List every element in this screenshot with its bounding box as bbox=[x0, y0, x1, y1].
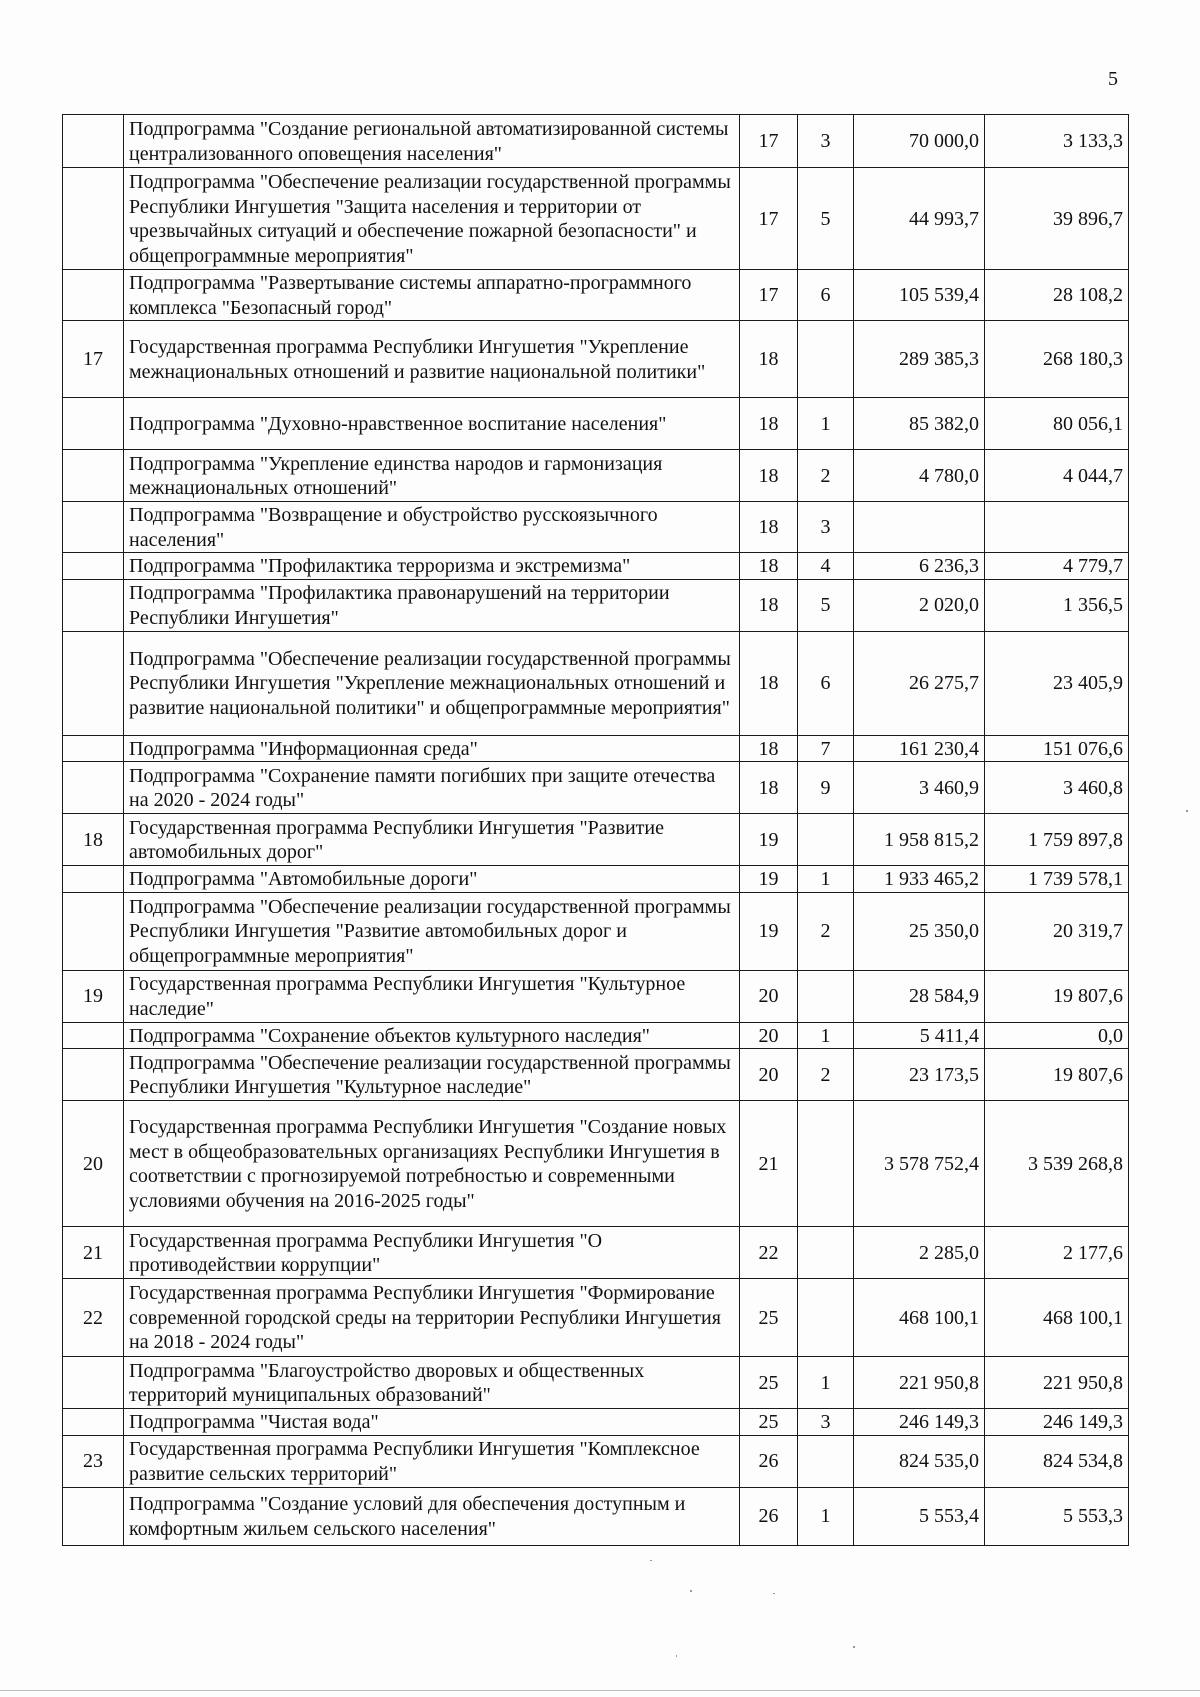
actual-amount-cell: 0,0 bbox=[985, 1022, 1129, 1049]
program-code-cell: 25 bbox=[740, 1357, 798, 1409]
actual-amount-cell: 23 405,9 bbox=[985, 631, 1129, 735]
planned-amount-cell bbox=[854, 502, 985, 553]
row-number-cell: 23 bbox=[63, 1435, 124, 1487]
program-code-cell: 21 bbox=[740, 1101, 798, 1227]
table-row bbox=[63, 321, 1129, 398]
program-code-cell: 17 bbox=[740, 270, 798, 321]
planned-amount-cell: 5 411,4 bbox=[854, 1022, 985, 1049]
program-code-cell: 18 bbox=[740, 398, 798, 450]
program-name-cell: Государственная программа Республики Ингушетия "Комплексное развитие сельских территорий" bbox=[124, 1435, 740, 1487]
planned-amount-cell: 23 173,5 bbox=[854, 1049, 985, 1101]
actual-amount-cell: 20 319,7 bbox=[985, 892, 1129, 970]
row-number-cell bbox=[63, 1357, 124, 1409]
program-name-cell: Подпрограмма "Духовно-нравственное воспитание населения" bbox=[124, 398, 740, 450]
subprogram-code-cell: 9 bbox=[798, 762, 854, 814]
actual-amount-cell: 3 133,3 bbox=[985, 115, 1129, 168]
subprogram-code-cell: 4 bbox=[798, 553, 854, 580]
program-code-cell: 25 bbox=[740, 1279, 798, 1357]
subprogram-code-cell: 1 bbox=[798, 866, 854, 893]
program-code-cell: 19 bbox=[740, 892, 798, 970]
table-row bbox=[63, 270, 1129, 321]
subprogram-code-cell bbox=[798, 1279, 854, 1357]
planned-amount-cell: 44 993,7 bbox=[854, 168, 985, 270]
planned-amount-cell: 5 553,4 bbox=[854, 1487, 985, 1545]
row-number-cell bbox=[63, 168, 124, 270]
program-name-cell: Государственная программа Республики Ингушетия "Формирование современной городской среды на территории Республики Ингушетия на 2018 - 2024 годы" bbox=[124, 1279, 740, 1357]
table-row bbox=[63, 553, 1129, 580]
program-name-cell: Подпрограмма "Обеспечение реализации государственной программы Республики Ингушетия "Укрепление межнациональных отношений и развитие национальной политики" и общепрограммные мероприятия" bbox=[124, 631, 740, 735]
row-number-cell bbox=[63, 115, 124, 168]
program-name-cell: Государственная программа Республики Ингушетия "Развитие автомобильных дорог" bbox=[124, 814, 740, 866]
scan-edge-line bbox=[0, 1690, 1200, 1691]
program-code-cell: 18 bbox=[740, 502, 798, 553]
subprogram-code-cell: 5 bbox=[798, 579, 854, 631]
row-number-cell bbox=[63, 553, 124, 580]
program-name-cell: Государственная программа Республики Ингушетия "Укрепление межнациональных отношений и развитие национальной политики" bbox=[124, 321, 740, 398]
page-number: 5 bbox=[1108, 68, 1118, 90]
row-number-cell bbox=[63, 735, 124, 762]
actual-amount-cell: 1 759 897,8 bbox=[985, 814, 1129, 866]
row-number-cell bbox=[63, 1487, 124, 1545]
row-number-cell bbox=[63, 762, 124, 814]
program-code-cell: 18 bbox=[740, 631, 798, 735]
subprogram-code-cell: 6 bbox=[798, 270, 854, 321]
subprogram-code-cell bbox=[798, 970, 854, 1022]
program-name-cell: Подпрограмма "Благоустройство дворовых и общественных территорий муниципальных образований" bbox=[124, 1357, 740, 1409]
program-code-cell: 20 bbox=[740, 970, 798, 1022]
program-code-cell: 26 bbox=[740, 1435, 798, 1487]
subprogram-code-cell: 2 bbox=[798, 892, 854, 970]
row-number-cell: 18 bbox=[63, 814, 124, 866]
actual-amount-cell: 19 807,6 bbox=[985, 1049, 1129, 1101]
program-name-cell: Подпрограмма "Создание условий для обеспечения доступным и комфортным жильем сельского населения" bbox=[124, 1487, 740, 1545]
table-row bbox=[63, 762, 1129, 814]
actual-amount-cell: 28 108,2 bbox=[985, 270, 1129, 321]
subprogram-code-cell: 1 bbox=[798, 1357, 854, 1409]
subprogram-code-cell bbox=[798, 1435, 854, 1487]
table-row bbox=[63, 631, 1129, 735]
budget-table bbox=[62, 114, 1129, 1546]
planned-amount-cell: 85 382,0 bbox=[854, 398, 985, 450]
program-name-cell: Государственная программа Республики Ингушетия "О противодействии коррупции" bbox=[124, 1227, 740, 1279]
program-code-cell: 18 bbox=[740, 450, 798, 502]
actual-amount-cell: 2 177,6 bbox=[985, 1227, 1129, 1279]
row-number-cell bbox=[63, 502, 124, 553]
planned-amount-cell: 246 149,3 bbox=[854, 1409, 985, 1436]
program-name-cell: Подпрограмма "Профилактика терроризма и экстремизма" bbox=[124, 553, 740, 580]
planned-amount-cell: 4 780,0 bbox=[854, 450, 985, 502]
planned-amount-cell: 105 539,4 bbox=[854, 270, 985, 321]
actual-amount-cell: 151 076,6 bbox=[985, 735, 1129, 762]
scan-speck bbox=[773, 1593, 775, 1594]
table-row bbox=[63, 502, 1129, 553]
planned-amount-cell: 26 275,7 bbox=[854, 631, 985, 735]
actual-amount-cell: 39 896,7 bbox=[985, 168, 1129, 270]
program-code-cell: 18 bbox=[740, 553, 798, 580]
planned-amount-cell: 70 000,0 bbox=[854, 115, 985, 168]
actual-amount-cell: 3 539 268,8 bbox=[985, 1101, 1129, 1227]
program-name-cell: Подпрограмма "Обеспечение реализации государственной программы Республики Ингушетия "Развитие автомобильных дорог и общепрограммные мероприятия" bbox=[124, 892, 740, 970]
program-name-cell: Подпрограмма "Развертывание системы аппаратно-программного комплекса "Безопасный город" bbox=[124, 270, 740, 321]
program-code-cell: 18 bbox=[740, 579, 798, 631]
table-row bbox=[63, 866, 1129, 893]
subprogram-code-cell bbox=[798, 321, 854, 398]
table-row bbox=[63, 814, 1129, 866]
program-code-cell: 22 bbox=[740, 1227, 798, 1279]
actual-amount-cell: 221 950,8 bbox=[985, 1357, 1129, 1409]
row-number-cell bbox=[63, 631, 124, 735]
actual-amount-cell: 1 739 578,1 bbox=[985, 866, 1129, 893]
row-number-cell bbox=[63, 1409, 124, 1436]
table-row bbox=[63, 1357, 1129, 1409]
subprogram-code-cell: 5 bbox=[798, 168, 854, 270]
table-row bbox=[63, 735, 1129, 762]
planned-amount-cell: 1 933 465,2 bbox=[854, 866, 985, 893]
subprogram-code-cell: 6 bbox=[798, 631, 854, 735]
actual-amount-cell: 468 100,1 bbox=[985, 1279, 1129, 1357]
subprogram-code-cell: 1 bbox=[798, 1487, 854, 1545]
table-body bbox=[63, 115, 1129, 1546]
row-number-cell: 17 bbox=[63, 321, 124, 398]
actual-amount-cell: 4 044,7 bbox=[985, 450, 1129, 502]
program-name-cell: Подпрограмма "Обеспечение реализации государственной программы Республики Ингушетия "Защита населения и территории от чрезвычайных ситуаций и обеспечение пожарной безопасности" и общепрограммные мероприятия" bbox=[124, 168, 740, 270]
row-number-cell: 20 bbox=[63, 1101, 124, 1227]
table-row bbox=[63, 892, 1129, 970]
program-name-cell: Подпрограмма "Создание региональной автоматизированной системы централизованного оповещения населения" bbox=[124, 115, 740, 168]
planned-amount-cell: 824 535,0 bbox=[854, 1435, 985, 1487]
actual-amount-cell bbox=[985, 502, 1129, 553]
program-code-cell: 17 bbox=[740, 115, 798, 168]
program-name-cell: Подпрограмма "Укрепление единства народов и гармонизация межнациональных отношений" bbox=[124, 450, 740, 502]
row-number-cell: 21 bbox=[63, 1227, 124, 1279]
subprogram-code-cell bbox=[798, 814, 854, 866]
actual-amount-cell: 5 553,3 bbox=[985, 1487, 1129, 1545]
program-name-cell: Государственная программа Республики Ингушетия "Создание новых мест в общеобразовательных организациях Республики Ингушетия в соответствии с прогнозируемой потребностью и современными условиями обучения на 2016-2025 годы" bbox=[124, 1101, 740, 1227]
program-code-cell: 26 bbox=[740, 1487, 798, 1545]
scan-speck bbox=[1186, 810, 1188, 812]
table-row bbox=[63, 579, 1129, 631]
planned-amount-cell: 6 236,3 bbox=[854, 553, 985, 580]
program-name-cell: Государственная программа Республики Ингушетия "Культурное наследие" bbox=[124, 970, 740, 1022]
planned-amount-cell: 289 385,3 bbox=[854, 321, 985, 398]
table-row bbox=[63, 1227, 1129, 1279]
subprogram-code-cell: 2 bbox=[798, 1049, 854, 1101]
row-number-cell bbox=[63, 892, 124, 970]
subprogram-code-cell: 1 bbox=[798, 398, 854, 450]
row-number-cell bbox=[63, 398, 124, 450]
table-row bbox=[63, 1279, 1129, 1357]
row-number-cell bbox=[63, 450, 124, 502]
program-name-cell: Подпрограмма "Профилактика правонарушений на территории Республики Ингушетия" bbox=[124, 579, 740, 631]
table-row bbox=[63, 398, 1129, 450]
actual-amount-cell: 19 807,6 bbox=[985, 970, 1129, 1022]
planned-amount-cell: 2 285,0 bbox=[854, 1227, 985, 1279]
row-number-cell bbox=[63, 1049, 124, 1101]
table-row bbox=[63, 1409, 1129, 1436]
table-row bbox=[63, 970, 1129, 1022]
actual-amount-cell: 824 534,8 bbox=[985, 1435, 1129, 1487]
program-code-cell: 19 bbox=[740, 866, 798, 893]
program-name-cell: Подпрограмма "Сохранение памяти погибших при защите отечества на 2020 - 2024 годы" bbox=[124, 762, 740, 814]
program-name-cell: Подпрограмма "Информационная среда" bbox=[124, 735, 740, 762]
scan-speck bbox=[853, 1646, 855, 1648]
table-row bbox=[63, 1022, 1129, 1049]
planned-amount-cell: 3 578 752,4 bbox=[854, 1101, 985, 1227]
planned-amount-cell: 2 020,0 bbox=[854, 579, 985, 631]
planned-amount-cell: 3 460,9 bbox=[854, 762, 985, 814]
row-number-cell bbox=[63, 579, 124, 631]
subprogram-code-cell: 3 bbox=[798, 115, 854, 168]
actual-amount-cell: 80 056,1 bbox=[985, 398, 1129, 450]
subprogram-code-cell: 7 bbox=[798, 735, 854, 762]
planned-amount-cell: 221 950,8 bbox=[854, 1357, 985, 1409]
actual-amount-cell: 1 356,5 bbox=[985, 579, 1129, 631]
table-row bbox=[63, 115, 1129, 168]
actual-amount-cell: 246 149,3 bbox=[985, 1409, 1129, 1436]
program-code-cell: 19 bbox=[740, 814, 798, 866]
row-number-cell: 22 bbox=[63, 1279, 124, 1357]
table-row bbox=[63, 450, 1129, 502]
program-name-cell: Подпрограмма "Сохранение объектов культурного наследия" bbox=[124, 1022, 740, 1049]
program-code-cell: 18 bbox=[740, 762, 798, 814]
table-row bbox=[63, 168, 1129, 270]
scan-speck bbox=[650, 1560, 652, 1561]
planned-amount-cell: 468 100,1 bbox=[854, 1279, 985, 1357]
row-number-cell: 19 bbox=[63, 970, 124, 1022]
program-name-cell: Подпрограмма "Возвращение и обустройство русскоязычного населения" bbox=[124, 502, 740, 553]
program-code-cell: 18 bbox=[740, 321, 798, 398]
program-code-cell: 20 bbox=[740, 1022, 798, 1049]
program-code-cell: 17 bbox=[740, 168, 798, 270]
subprogram-code-cell: 1 bbox=[798, 1022, 854, 1049]
program-code-cell: 25 bbox=[740, 1409, 798, 1436]
planned-amount-cell: 25 350,0 bbox=[854, 892, 985, 970]
subprogram-code-cell: 3 bbox=[798, 1409, 854, 1436]
program-name-cell: Подпрограмма "Чистая вода" bbox=[124, 1409, 740, 1436]
scan-speck bbox=[690, 1590, 692, 1592]
table-row bbox=[63, 1049, 1129, 1101]
subprogram-code-cell bbox=[798, 1227, 854, 1279]
scan-speck bbox=[676, 1655, 677, 1657]
row-number-cell bbox=[63, 270, 124, 321]
table-row bbox=[63, 1435, 1129, 1487]
table-row bbox=[63, 1101, 1129, 1227]
planned-amount-cell: 161 230,4 bbox=[854, 735, 985, 762]
program-code-cell: 18 bbox=[740, 735, 798, 762]
table-row bbox=[63, 1487, 1129, 1545]
program-name-cell: Подпрограмма "Обеспечение реализации государственной программы Республики Ингушетия "Культурное наследие" bbox=[124, 1049, 740, 1101]
row-number-cell bbox=[63, 1022, 124, 1049]
actual-amount-cell: 4 779,7 bbox=[985, 553, 1129, 580]
subprogram-code-cell: 3 bbox=[798, 502, 854, 553]
actual-amount-cell: 268 180,3 bbox=[985, 321, 1129, 398]
program-name-cell: Подпрограмма "Автомобильные дороги" bbox=[124, 866, 740, 893]
planned-amount-cell: 1 958 815,2 bbox=[854, 814, 985, 866]
planned-amount-cell: 28 584,9 bbox=[854, 970, 985, 1022]
subprogram-code-cell: 2 bbox=[798, 450, 854, 502]
actual-amount-cell: 3 460,8 bbox=[985, 762, 1129, 814]
program-code-cell: 20 bbox=[740, 1049, 798, 1101]
row-number-cell bbox=[63, 866, 124, 893]
subprogram-code-cell bbox=[798, 1101, 854, 1227]
